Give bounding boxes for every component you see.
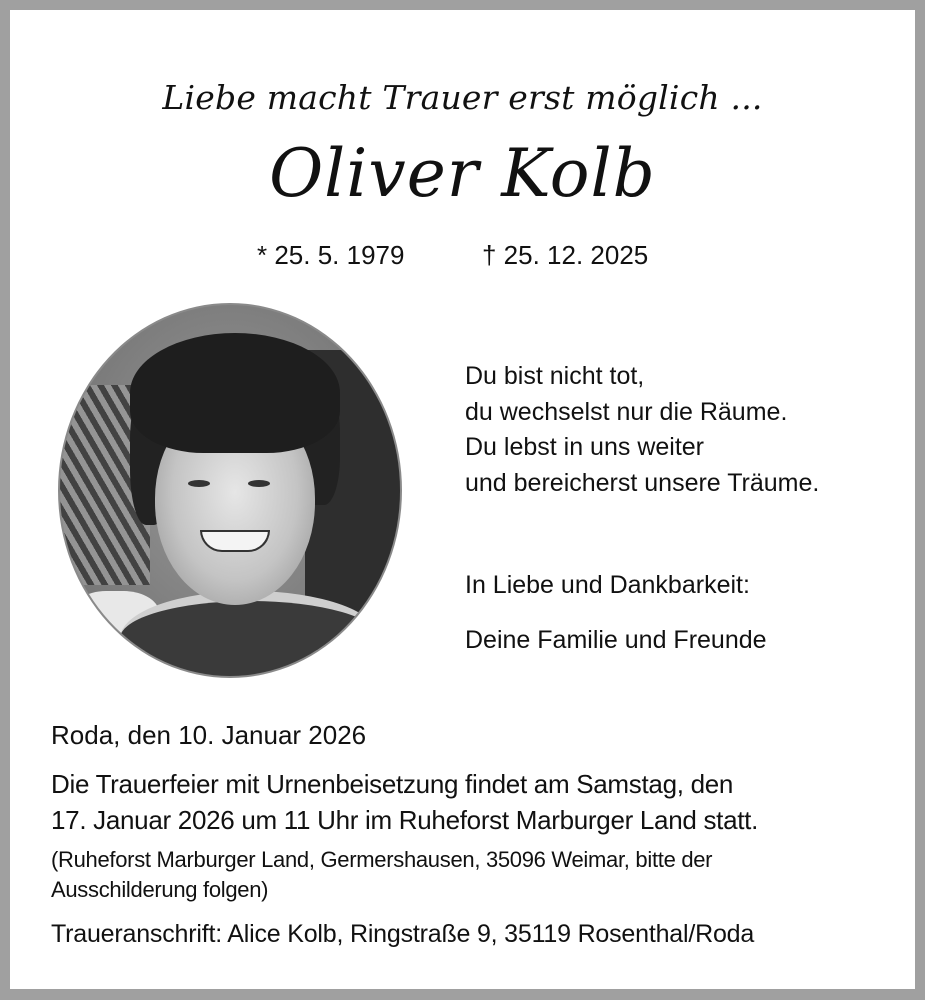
poem-line: Du lebst in uns weiter (465, 433, 705, 461)
birth-date: * 25. 5. 1979 (257, 240, 405, 270)
ceremony-line: Die Trauerfeier mit Urnenbeisetzung findet am Samstag, den (51, 769, 734, 799)
portrait-photo (58, 303, 402, 678)
poem (465, 359, 819, 501)
thanks-block (465, 558, 767, 668)
mourning-address: Traueranschrift: Alice Kolb, Ringstraße 9, 35119 Rosenthal/Roda (51, 920, 755, 948)
photo-hair-top (130, 333, 340, 453)
photo-eye (188, 480, 210, 487)
photo-shirt (120, 591, 380, 678)
motto: Liebe macht Trauer erst möglich ... (162, 78, 763, 117)
poem-line: du wechselst nur die Räume. (465, 397, 788, 426)
signature-line: Deine Familie und Freunde (465, 626, 767, 654)
deceased-name: Oliver Kolb (269, 135, 656, 212)
place-date: Roda, den 10. Januar 2026 (51, 720, 367, 750)
poem-line: und bereicherst unsere Träume. (465, 468, 820, 497)
ceremony-info (51, 766, 901, 838)
photo-smile (200, 530, 270, 552)
thanks-line: In Liebe und Dankbarkeit: (465, 571, 750, 599)
photo-eye (248, 480, 270, 487)
obituary-notice (10, 10, 915, 989)
death-date: † 25. 12. 2025 (482, 240, 649, 270)
ceremony-line: 17. Januar 2026 um 11 Uhr im Ruheforst Marburger Land statt. (51, 805, 759, 835)
directions-info (51, 845, 901, 905)
directions-line: (Ruheforst Marburger Land, Germershausen, 35096 Weimar, bitte der (51, 847, 713, 872)
poem-line: Du bist nicht tot, (465, 362, 645, 390)
directions-line: Ausschilderung folgen) (51, 877, 269, 902)
